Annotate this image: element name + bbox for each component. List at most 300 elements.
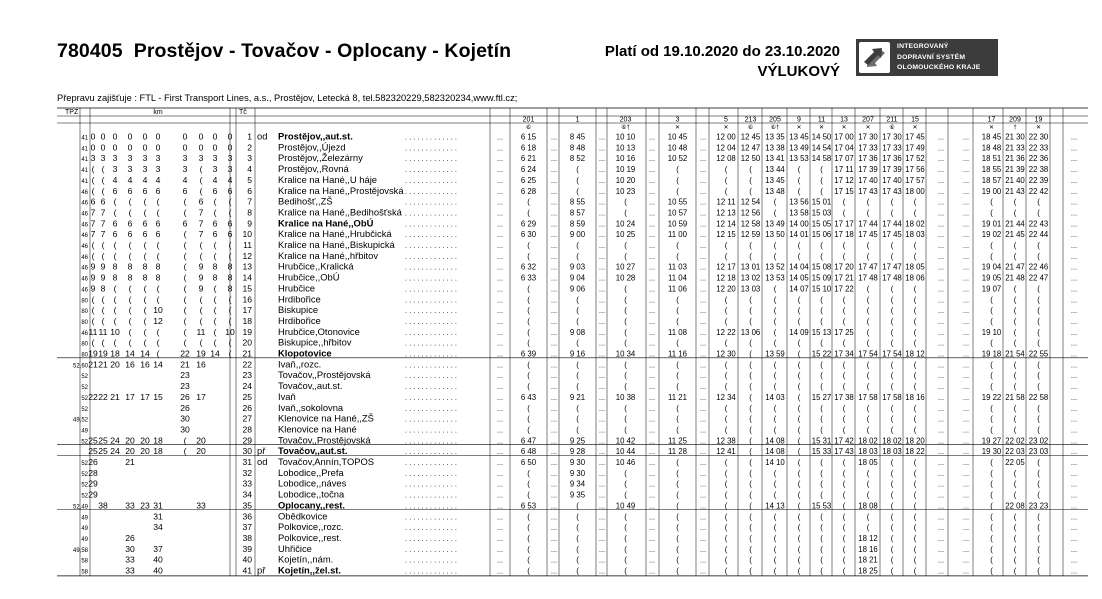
trip-pass: ( [797,165,801,175]
trip-pass: ( [797,468,801,478]
row-km: ( [128,250,132,261]
trip-pass: ( [527,425,530,435]
row-tc: 30 [242,446,252,457]
row-gap-dots: ... [937,512,945,522]
row-gap-dots: ... [496,251,504,261]
row-gap-dots: ... [550,544,558,554]
station-name: Bedihošť,,ZŠ [278,195,333,207]
trip-pass: ( [820,468,823,478]
trip-pass: ( [527,479,530,489]
row-gap-dots: ... [699,414,707,424]
station-name: Ivaň,,sokolovna [278,401,344,413]
row-gap-dots: ... [598,175,606,185]
row-gap-dots: ... [648,154,656,164]
row-km: 0 [112,142,118,153]
trip-pass: ( [1037,479,1040,489]
trip-pass: ( [527,490,530,500]
row-gap-dots: ... [598,186,606,196]
trip-time: 9 34 [569,479,586,489]
row-km: 20 [140,446,150,457]
trip-pass: ( [866,295,870,305]
trip-pass: ( [866,523,870,533]
trip-pass: ( [866,208,870,218]
trip-symbol-203: ⑥† [621,125,630,131]
row-km: 17 [125,391,135,402]
trip-time: 17 45 [858,230,878,240]
trip-pass: ( [866,371,870,381]
row-km: ( [183,435,187,446]
row-km: 3 [127,153,133,164]
trip-time: 13 52 [765,262,785,272]
trip-pass: ( [576,555,579,565]
trip-symbol-9: ✕ [796,125,802,131]
row-gap-dots: ... [962,468,970,478]
trip-time: 10 19 [615,165,636,175]
trip-pass: ( [797,360,801,370]
row-km: 29 [88,478,98,489]
trip-pass: ( [1037,512,1040,522]
row-km: 9 [100,261,106,272]
trip-pass: ( [1037,327,1040,337]
trip-pass: ( [724,306,728,316]
row-km: 0 [227,131,233,142]
station-leader: . . . . . . . . . . . . . [404,284,457,294]
trip-pass: ( [990,197,993,207]
trip-time: 10 48 [667,143,688,153]
row-gap-dots: ... [648,175,656,185]
station-leader: . . . . . . . . . . . . . [404,295,457,305]
trip-time: 22 39 [1028,175,1049,185]
row-gap-dots: ... [550,186,558,196]
row-tpz: 49,52 [72,417,88,424]
row-gap-dots: ... [962,273,970,283]
row-gap-dots: ... [962,512,970,522]
row-gap-dots: ... [962,143,970,153]
row-km: 15 [153,391,163,402]
trip-time: 10 45 [667,132,688,142]
trip-pass: ( [724,338,728,348]
row-gap-dots: ... [1070,533,1078,543]
trip-pass: ( [676,175,679,185]
row-gap-dots: ... [937,501,945,511]
row-gap-dots: ... [496,414,504,424]
trip-pass: ( [842,501,846,511]
row-km: ( [128,240,132,250]
trip-symbol-13: ✕ [841,125,847,131]
trip-pass: ( [1037,555,1040,565]
trip-pass: ( [913,382,917,392]
row-gap-dots: ... [699,392,707,402]
row-km: ( [228,250,232,261]
trip-pass: ( [990,490,993,500]
row-gap-dots: ... [496,143,504,153]
row-tc: 8 [247,207,252,218]
row-km: 0 [90,131,96,142]
row-km: 0 [142,131,148,142]
row-tc: 33 [242,478,252,489]
row-gap-dots: ... [648,468,656,478]
trip-pass: ( [820,186,823,196]
trip-pass: ( [866,241,870,250]
trip-time: 11 25 [668,436,687,446]
trip-time: 6 43 [520,392,537,402]
trip-time: 18 03 [882,447,902,457]
row-km: ( [183,337,187,348]
trip-time: 18 02 [882,436,902,446]
row-gap-dots: ... [962,154,970,164]
trip-pass: ( [1037,533,1040,543]
trip-pass: ( [797,479,801,489]
trip-time: 13 53 [765,273,785,283]
row-gap-dots: ... [962,425,970,435]
trip-time: 14 54 [811,143,832,153]
trip-pass: ( [913,284,917,294]
row-km: ( [156,294,160,305]
row-gap-dots: ... [550,132,558,142]
trip-pass: ( [773,316,777,326]
row-km: 6 [212,185,218,196]
row-km: 6 [142,229,148,240]
trip-time: 21 40 [1005,175,1025,185]
row-tpz: 80 [81,298,88,305]
row-tpz: 52 [81,461,88,467]
row-km: 23 [180,370,190,381]
row-gap-dots: ... [937,382,945,392]
row-gap-dots: ... [648,555,656,565]
row-km: 29 [88,489,98,500]
trip-pass: ( [890,360,894,370]
trip-time: 23 02 [1028,436,1049,446]
trip-pass: ( [990,479,993,489]
row-gap-dots: ... [550,241,558,250]
trip-pass: ( [797,533,801,543]
trip-pass: ( [913,403,917,413]
trip-pass: ( [527,208,530,218]
trip-pass: ( [913,208,917,218]
trip-pass: ( [773,403,777,413]
trip-time: 12 22 [716,327,736,337]
trip-pass: ( [913,544,917,554]
trip-time: 18 22 [905,447,925,457]
trip-time: 12 08 [716,154,736,164]
trip-pass: ( [576,338,579,348]
trip-pass: ( [1037,490,1040,500]
trip-pass: ( [773,306,777,316]
trip-pass: ( [576,175,579,185]
row-gap-dots: ... [550,533,558,543]
row-tc: 13 [242,261,252,272]
trip-time: 17 45 [905,132,925,142]
row-tc: 11 [243,240,252,250]
row-gap-dots: ... [598,425,606,435]
row-gap-dots: ... [1070,338,1078,348]
row-gap-dots: ... [937,143,945,153]
row-km: 7 [90,218,96,229]
trip-pass: ( [676,338,679,348]
station-name: Tovačov,,aut.st. [278,445,348,457]
trip-pass: ( [1037,425,1040,435]
row-tc: 25 [242,391,252,402]
row-tc: 17 [242,305,252,316]
row-gap-dots: ... [937,468,945,478]
station-name: Tovačov,,aut.st. [278,380,343,392]
row-tpz: 49 [81,536,88,543]
trip-pass: ( [820,338,823,348]
trip-number-5: 5 [724,116,728,124]
row-gap-dots: ... [1070,316,1078,326]
row-km: ( [91,315,95,326]
row-tc: 34 [242,489,252,500]
trip-time: 18 12 [905,349,925,359]
trip-time: 10 59 [667,219,688,229]
trip-pass: ( [1037,306,1040,316]
trip-pass: ( [990,544,993,554]
row-gap-dots: ... [937,154,945,164]
row-km: 8 [212,261,218,272]
row-gap-dots: ... [496,436,504,446]
trip-time: 12 47 [740,143,761,153]
trip-time: 6 47 [520,436,537,446]
row-km: 4 [155,174,161,185]
trip-symbol-211: ⑥ [889,125,895,131]
row-km: 8 [212,272,218,283]
row-km: 23 [180,381,190,392]
trip-time: 18 51 [981,154,1002,164]
station-name: Hrubčice,Otonovice [278,325,360,337]
row-gap-dots: ... [648,208,656,218]
row-km: 19 [88,348,98,359]
row-gap-dots: ... [496,533,504,543]
row-tc: 27 [242,413,252,424]
trip-pass: ( [576,533,579,543]
trip-time: 14 50 [811,132,832,142]
row-gap-dots: ... [699,154,707,164]
row-gap-dots: ... [598,295,606,305]
trip-time: 10 57 [667,208,688,218]
row-tpz: 80 [81,352,88,359]
trip-time: 21 54 [1005,349,1025,359]
row-gap-dots: ... [648,436,656,446]
trip-pass: ( [773,382,777,392]
trip-pass: ( [1037,197,1040,207]
row-km: ( [91,164,95,175]
row-gap-dots: ... [699,490,707,500]
row-km: 11 [98,326,108,337]
trip-pass: ( [527,523,530,533]
row-km: 28 [88,467,98,478]
row-km: ( [113,207,117,218]
row-gap-dots: ... [598,219,606,229]
row-gap-dots: ... [937,458,945,467]
row-gap-dots: ... [1070,392,1078,402]
row-km: ( [113,250,117,261]
trip-pass: ( [990,501,993,511]
trip-pass: ( [913,414,917,424]
trip-pass: ( [890,458,894,467]
row-gap-dots: ... [962,501,970,511]
row-km: 8 [227,283,233,294]
station-name: Kralice na Hané,,hřbitov [278,249,379,261]
trip-time: 17 11 [834,165,854,175]
row-gap-dots: ... [496,479,504,489]
row-km: 21 [88,359,98,370]
row-gap-dots: ... [699,295,707,305]
row-km: ( [143,326,147,337]
row-km: 0 [100,131,106,142]
row-km: 9 [90,272,96,283]
row-gap-dots: ... [496,523,504,533]
trip-pass: ( [624,306,627,316]
trip-time: 9 30 [569,458,586,467]
trip-pass: ( [527,306,530,316]
row-gap-dots: ... [598,490,606,500]
station-leader: . . . . . . . . . . . . . [404,392,457,402]
trip-pass: ( [990,306,993,316]
row-gap-dots: ... [496,382,504,392]
trip-pass: ( [820,382,823,392]
row-gap-dots: ... [962,165,970,175]
trip-time: 18 03 [858,447,878,457]
station-name: Kojetín,,nám. [278,553,334,565]
trip-number-3: 3 [675,116,680,124]
trip-time: 22 43 [1028,219,1049,229]
row-gap-dots: ... [937,490,945,500]
trip-time: 22 36 [1028,154,1049,164]
trip-pass: ( [676,251,679,261]
trip-pass: ( [724,566,728,576]
row-km: 10 [225,326,235,337]
trip-pass: ( [913,501,917,511]
trip-time: 10 24 [615,219,636,229]
trip-pass: ( [913,295,917,305]
trip-pass: ( [527,414,530,424]
trip-pass: ( [527,360,530,370]
trip-pass: ( [1013,316,1017,326]
station-name: Lobodice,,točna [278,488,345,500]
row-gap-dots: ... [598,566,606,576]
trip-time: 6 15 [520,132,537,142]
row-tpz: 52,60 [72,363,88,370]
trip-time: 17 48 [858,273,878,283]
row-gap-dots: ... [937,230,945,240]
trip-pass: ( [527,241,530,250]
trip-time: 22 55 [1028,349,1049,359]
trip-pass: ( [624,555,627,565]
row-gap-dots: ... [550,425,558,435]
trip-time: 10 10 [615,132,636,142]
row-gap-dots: ... [699,371,707,381]
trip-pass: ( [749,425,752,435]
trip-pass: ( [624,284,627,294]
row-tc: 37 [242,522,252,533]
station-leader: . . . . . . . . . . . . . [404,479,457,489]
row-km: ( [183,229,187,240]
row-gap-dots: ... [1070,349,1078,359]
trip-pass: ( [676,425,679,435]
row-km: 3 [212,153,218,164]
row-gap-dots: ... [937,533,945,543]
row-gap-dots: ... [699,197,707,207]
trip-time: 8 59 [569,219,586,229]
trip-time: 11 00 [668,230,687,240]
row-km: 40 [153,565,163,576]
trip-pass: ( [749,186,752,196]
row-gap-dots: ... [937,197,945,207]
row-gap-dots: ... [598,306,606,316]
row-km: ( [128,315,132,326]
row-gap-dots: ... [598,382,606,392]
trip-pass: ( [1037,316,1040,326]
row-tc: 2 [247,142,252,153]
trip-pass: ( [913,566,917,576]
row-km: ( [156,196,160,207]
trip-time: 12 14 [716,219,736,229]
row-km: ( [101,174,105,185]
row-tc: 9 [247,218,252,229]
station-leader: . . . . . . . . . . . . . [404,143,457,153]
row-tpz: 52 [81,439,88,446]
row-km: ( [183,446,187,457]
trip-pass: ( [797,490,801,500]
trip-pass: ( [624,544,627,554]
trip-pass: ( [624,241,627,250]
row-km: 8 [227,261,233,272]
trip-time: 13 48 [765,186,785,196]
station-name: Prostějov,,Železárny [278,152,363,164]
row-gap-dots: ... [699,555,707,565]
row-gap-dots: ... [937,425,945,435]
row-gap-dots: ... [1070,165,1078,175]
row-gap-dots: ... [648,241,656,250]
trip-pass: ( [842,338,846,348]
trip-pass: ( [797,555,801,565]
row-gap-dots: ... [962,403,970,413]
station-leader: . . . . . . . . . . . . . [404,230,457,240]
row-km: 25 [98,446,108,457]
row-km: 16 [196,359,206,370]
row-km: 3 [227,164,233,175]
row-tc: 26 [242,402,252,413]
row-gap-dots: ... [937,447,945,457]
row-km: ( [213,294,217,305]
trip-pass: ( [890,371,894,381]
trip-pass: ( [676,165,679,175]
trip-pass: ( [724,382,728,392]
row-tc: 19 [242,326,252,337]
row-gap-dots: ... [496,165,504,175]
trip-pass: ( [820,523,823,533]
trip-pass: ( [820,544,823,554]
row-km: 3 [90,153,96,164]
trip-pass: ( [890,512,894,522]
trip-pass: ( [820,512,823,522]
trip-time: 23 03 [1028,447,1049,457]
trip-time: 18 08 [858,501,878,511]
row-km: 0 [212,131,218,142]
row-gap-dots: ... [648,273,656,283]
row-tpz: 46 [81,244,88,250]
row-gap-dots: ... [937,241,945,250]
trip-number-207: 207 [862,116,874,124]
row-gap-dots: ... [496,273,504,283]
row-gap-dots: ... [496,403,504,413]
row-km: ( [128,294,132,305]
trip-pass: ( [842,490,846,500]
validity-period: Platí od 19.10.2020 do 23.10.2020 [604,43,840,60]
row-tc: 22 [242,359,252,370]
row-gap-dots: ... [648,219,656,229]
trip-time: 13 38 [765,143,785,153]
